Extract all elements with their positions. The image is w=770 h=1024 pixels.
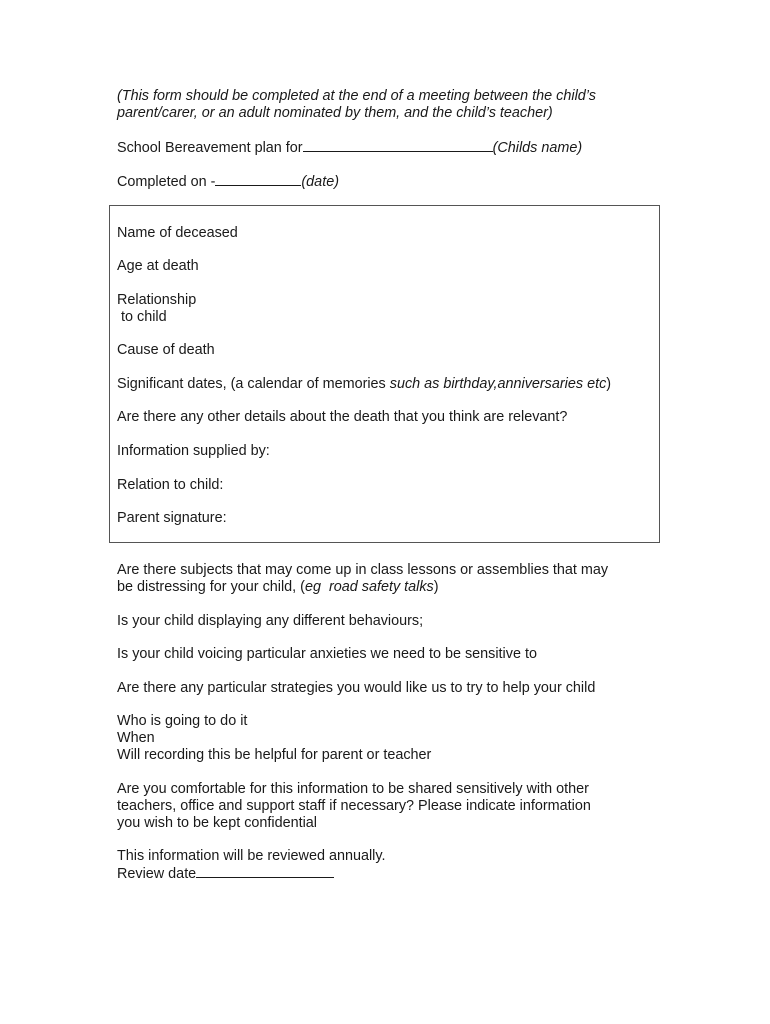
date-hint: (date) [301, 174, 339, 190]
comfortable-question-line-1: Are you comfortable for this information to be shared sensitively with other [117, 781, 589, 797]
relation-to-child-label: Relation to child: [117, 477, 224, 493]
subjects-question-example: eg road safety talks [304, 579, 434, 595]
recording-question: Will recording this be helpful for parent or teacher [117, 747, 432, 763]
age-at-death-label: Age at death [117, 258, 199, 274]
subjects-question-suffix: ) [433, 579, 439, 595]
name-of-deceased-label: Name of deceased [117, 225, 238, 241]
review-date-row [117, 865, 334, 883]
intro-line-1: (This form should be completed at the end of a meeting between the child’s [117, 88, 596, 104]
information-supplied-by-label: Information supplied by: [117, 443, 270, 459]
subjects-question-line-2 [117, 579, 439, 596]
comfortable-question-line-3: you wish to be kept confidential [117, 815, 317, 831]
plan-for-row [117, 139, 582, 157]
plan-for-label: School Bereavement plan for [117, 140, 303, 156]
childs-name-field[interactable] [303, 139, 493, 152]
relationship-label-line-1: Relationship [117, 292, 197, 308]
cause-of-death-label: Cause of death [117, 342, 215, 358]
subjects-question-prefix: be distressing for your child, ( [117, 579, 305, 595]
intro-line-2: parent/carer, or an adult nominated by them, and the child’s teacher) [117, 105, 553, 121]
behaviours-question: Is your child displaying any different behaviours; [117, 613, 424, 629]
review-date-label: Review date [117, 866, 197, 882]
significant-dates-label [117, 376, 611, 393]
subjects-question-line-1: Are there subjects that may come up in class lessons or assemblies that may [117, 562, 609, 578]
reviewed-annually-note: This information will be reviewed annually. [117, 848, 386, 864]
relationship-label-line-2: to child [117, 309, 167, 325]
significant-dates-examples: such as birthday,anniversaries etc [389, 376, 607, 392]
completed-on-label: Completed on - [117, 174, 216, 190]
completed-on-row [117, 173, 339, 191]
who-question: Who is going to do it [117, 713, 248, 729]
other-details-label: Are there any other details about the death that you think are relevant? [117, 409, 568, 425]
review-date-field[interactable] [196, 865, 334, 878]
anxieties-question: Is your child voicing particular anxieties we need to be sensitive to [117, 646, 537, 662]
strategies-question: Are there any particular strategies you would like us to try to help your child [117, 680, 596, 696]
when-question: When [117, 730, 155, 746]
completed-date-field[interactable] [215, 173, 301, 186]
significant-dates-prefix: Significant dates, (a calendar of memories [117, 376, 390, 392]
parent-signature-label: Parent signature: [117, 510, 227, 526]
childs-name-hint: (Childs name) [492, 140, 583, 156]
comfortable-question-line-2: teachers, office and support staff if necessary? Please indicate information [117, 798, 591, 814]
significant-dates-suffix: ) [606, 376, 612, 392]
